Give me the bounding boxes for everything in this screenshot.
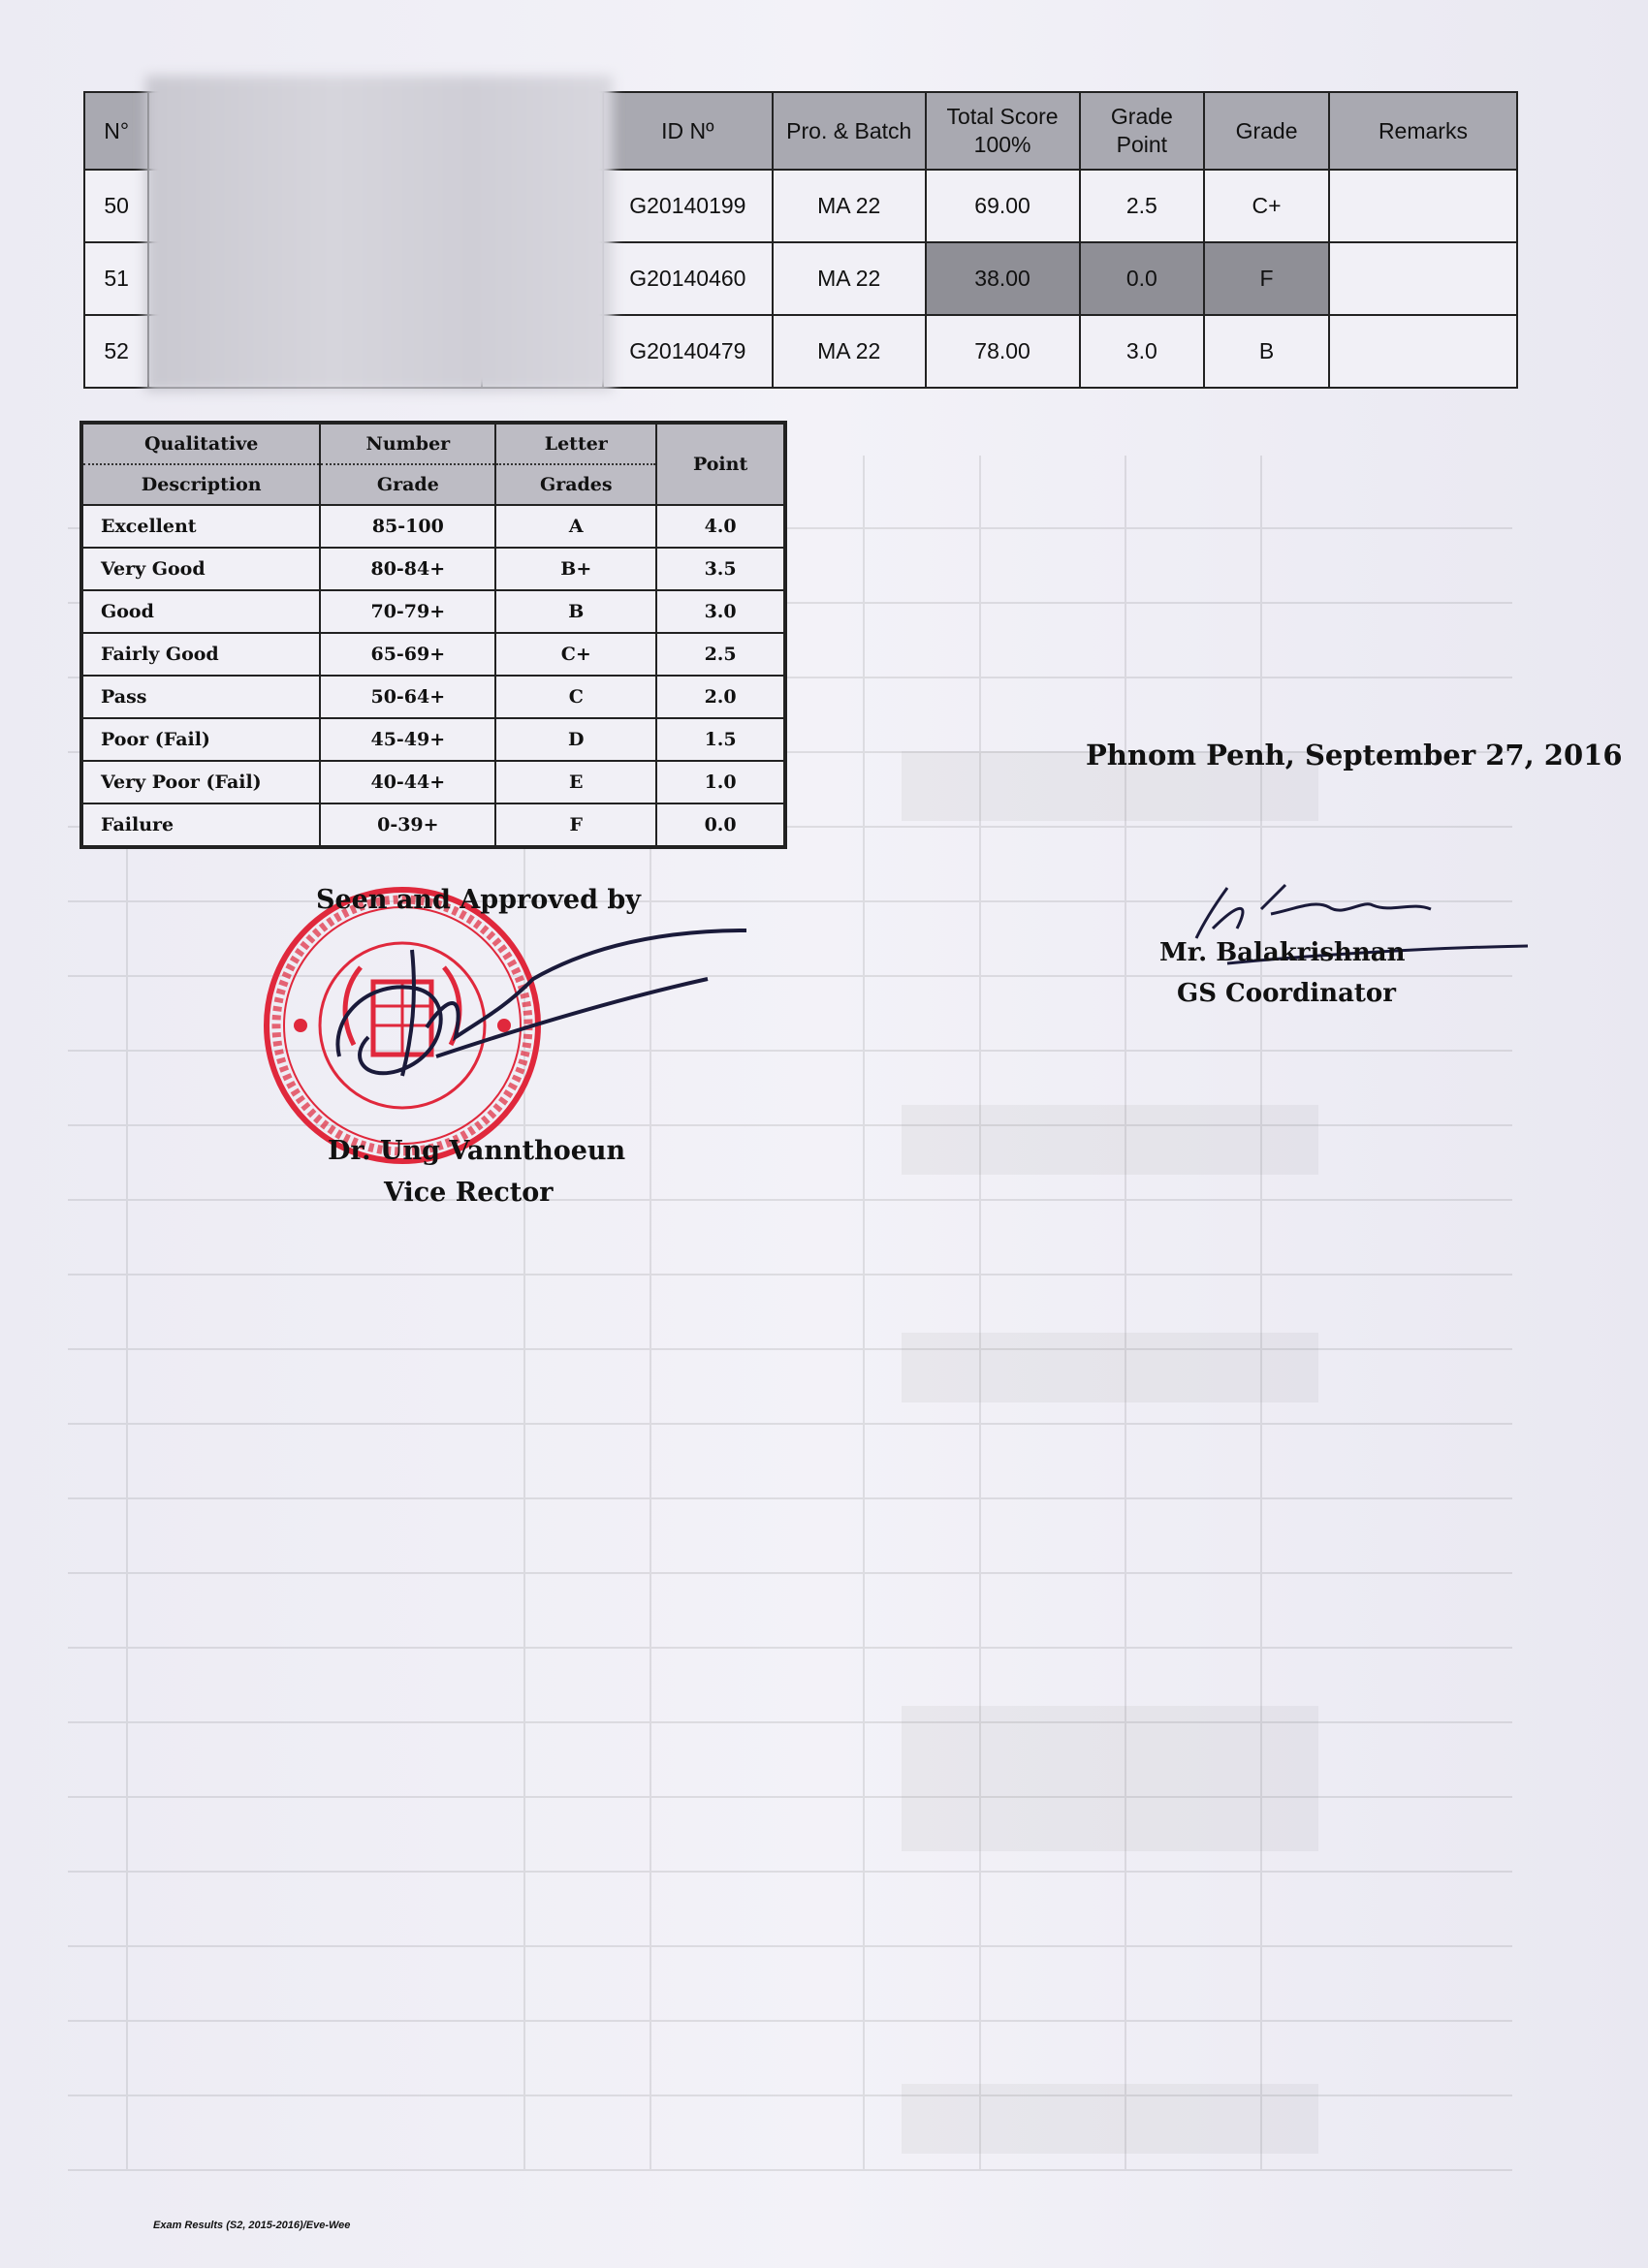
row-id: G20140479 [603,315,773,388]
header-qualitative-bottom: Description [141,474,262,495]
row-batch: MA 22 [773,170,926,242]
scale-range: 80-84+ [320,548,495,590]
table-row [81,505,785,548]
scale-letter: C+ [495,633,656,676]
scale-letter: B+ [495,548,656,590]
row-point: 2.5 [1080,170,1205,242]
scale-letter: F [495,803,656,847]
table-row [81,676,785,718]
grade-scale-header-row [81,423,785,505]
row-no: 52 [84,315,148,388]
scale-desc: Very Good [81,548,320,590]
vice-rector-name: Dr. Ung Vannthoeun [328,1136,626,1166]
scale-point: 0.0 [656,803,785,847]
bleed-through-band [902,1333,1318,1402]
scale-desc: Very Poor (Fail) [81,761,320,803]
scale-desc: Fairly Good [81,633,320,676]
table-row [81,590,785,633]
scale-range: 85-100 [320,505,495,548]
scale-point: 2.0 [656,676,785,718]
header-number-top: Number [321,425,494,465]
row-point: 0.0 [1080,242,1205,315]
header-qualitative-description [81,423,320,505]
table-row [81,718,785,761]
scale-desc: Good [81,590,320,633]
header-total-score-line1: Total Score [946,104,1059,130]
row-point: 3.0 [1080,315,1205,388]
row-grade: B [1204,315,1329,388]
header-grade-point [1080,92,1205,170]
header-grade: Grade [1204,92,1329,170]
row-id: G20140199 [603,170,773,242]
scale-point: 1.0 [656,761,785,803]
coordinator-name: Mr. Balakrishnan [1159,938,1406,967]
row-score: 78.00 [926,315,1080,388]
header-number-bottom: Grade [376,474,439,495]
scale-range: 45-49+ [320,718,495,761]
scale-letter: D [495,718,656,761]
scale-letter: C [495,676,656,718]
row-batch: MA 22 [773,242,926,315]
header-letter-bottom: Grades [539,474,613,495]
bleed-through-band [902,1105,1318,1175]
grade-scale-table [79,421,787,849]
scale-point: 3.5 [656,548,785,590]
scale-point: 1.5 [656,718,785,761]
scale-range: 40-44+ [320,761,495,803]
scale-desc: Poor (Fail) [81,718,320,761]
header-letter-grades [495,423,656,505]
scale-desc: Excellent [81,505,320,548]
scale-range: 70-79+ [320,590,495,633]
header-remarks: Remarks [1329,92,1517,170]
table-row [81,761,785,803]
approved-label: Seen and Approved by [316,885,641,915]
row-batch: MA 22 [773,315,926,388]
place-date: Phnom Penh, September 27, 2016 [1086,739,1623,772]
row-grade: C+ [1204,170,1329,242]
scale-range: 65-69+ [320,633,495,676]
signature-icon [310,911,756,1105]
table-row [81,633,785,676]
header-total-score-line2: 100% [973,132,1031,157]
table-row [81,548,785,590]
header-total-score [926,92,1080,170]
row-remarks [1329,315,1517,388]
header-qualitative-top: Qualitative [83,425,319,465]
bleed-through-band [902,1706,1318,1851]
row-score: 69.00 [926,170,1080,242]
coordinator-role: GS Coordinator [1177,979,1396,1008]
header-number-grade [320,423,495,505]
header-grade-point-line1: Grade [1110,104,1173,130]
scale-point: 2.5 [656,633,785,676]
row-score: 38.00 [926,242,1080,315]
row-remarks [1329,170,1517,242]
scale-point: 3.0 [656,590,785,633]
scale-letter: E [495,761,656,803]
scale-range: 50-64+ [320,676,495,718]
signature-icon [1169,870,1528,987]
header-point: Point [656,423,785,505]
row-no: 50 [84,170,148,242]
scale-range: 0-39+ [320,803,495,847]
scale-letter: B [495,590,656,633]
header-letter-top: Letter [496,425,655,465]
scale-letter: A [495,505,656,548]
redaction-blur [145,76,613,392]
footer-note: Exam Results (S2, 2015-2016)/Eve-Wee [153,2220,351,2231]
scale-desc: Pass [81,676,320,718]
row-grade: F [1204,242,1329,315]
vice-rector-role: Vice Rector [384,1178,554,1208]
bleed-through-band [902,2084,1318,2154]
header-no: N° [84,92,148,170]
row-no: 51 [84,242,148,315]
scale-point: 4.0 [656,505,785,548]
table-row [81,803,785,847]
header-program-batch: Pro. & Batch [773,92,926,170]
header-id: ID Nº [603,92,773,170]
row-id: G20140460 [603,242,773,315]
header-grade-point-line2: Point [1116,132,1168,157]
scale-desc: Failure [81,803,320,847]
row-remarks [1329,242,1517,315]
